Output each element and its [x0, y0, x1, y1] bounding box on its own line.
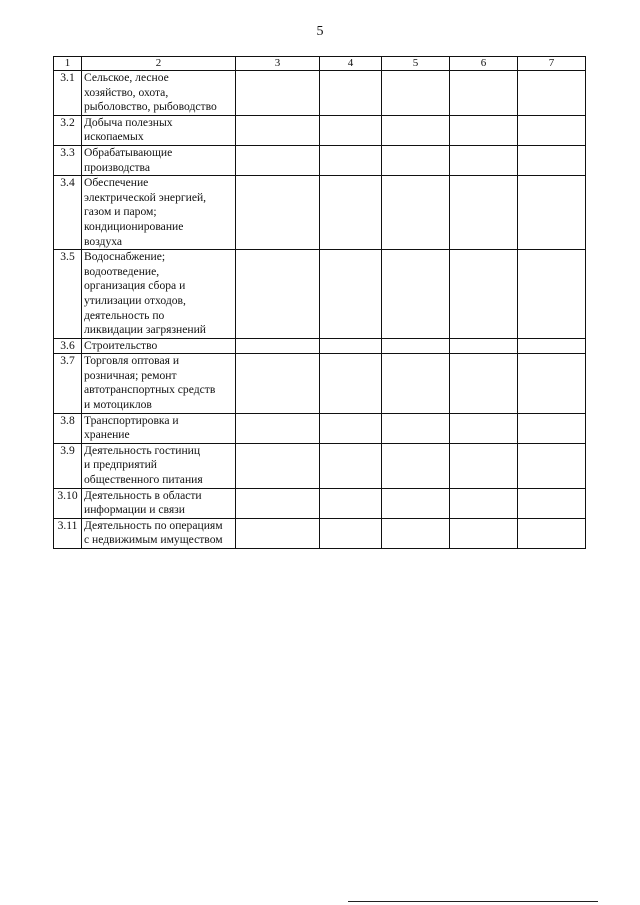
header-col-4: 4 — [320, 57, 382, 71]
table-cell — [518, 176, 586, 250]
table-cell — [382, 71, 450, 116]
table-row — [54, 115, 586, 145]
table-cell — [382, 413, 450, 443]
page-number: 5 — [316, 24, 324, 39]
table-cell — [518, 413, 586, 443]
row-name: Обеспечение электрической энергией, газом и паром; кондиционирование воздуха — [82, 176, 236, 250]
table-cell — [382, 338, 450, 354]
table-cell — [320, 115, 382, 145]
table-row — [54, 413, 586, 443]
footer-rule — [348, 901, 598, 902]
table-row — [54, 145, 586, 175]
table-row — [54, 488, 586, 518]
header-col-5: 5 — [382, 57, 450, 71]
table-cell — [236, 145, 320, 175]
table-cell — [450, 488, 518, 518]
row-code: 3.10 — [54, 488, 82, 518]
table-cell — [382, 115, 450, 145]
row-code: 3.5 — [54, 250, 82, 339]
table-cell — [236, 413, 320, 443]
table-row — [54, 354, 586, 413]
header-col-7: 7 — [518, 57, 586, 71]
row-name: Деятельность гостиниц и предприятий общественного питания — [82, 443, 236, 488]
table-cell — [320, 443, 382, 488]
table-cell — [382, 518, 450, 548]
table-cell — [450, 250, 518, 339]
row-code: 3.8 — [54, 413, 82, 443]
row-code: 3.7 — [54, 354, 82, 413]
row-name: Добыча полезных ископаемых — [82, 115, 236, 145]
row-name: Деятельность в области информации и связи — [82, 488, 236, 518]
row-name: Строительство — [82, 338, 236, 354]
row-name: Водоснабжение; водоотведение, организация сбора и утилизации отходов, деятельность по ликвидации загрязнений — [82, 250, 236, 339]
table-cell — [450, 115, 518, 145]
row-name: Торговля оптовая и розничная; ремонт автотранспортных средств и мотоциклов — [82, 354, 236, 413]
table-cell — [236, 176, 320, 250]
row-code: 3.11 — [54, 518, 82, 548]
table-cell — [518, 488, 586, 518]
table-cell — [320, 250, 382, 339]
table-row — [54, 338, 586, 354]
table-cell — [518, 71, 586, 116]
table-row — [54, 518, 586, 548]
table-cell — [518, 354, 586, 413]
row-name: Транспортировка и хранение — [82, 413, 236, 443]
table-cell — [382, 354, 450, 413]
table-cell — [320, 354, 382, 413]
row-name: Деятельность по операциям с недвижимым имуществом — [82, 518, 236, 548]
table-cell — [320, 488, 382, 518]
table-cell — [518, 518, 586, 548]
header-col-3: 3 — [236, 57, 320, 71]
table-cell — [450, 413, 518, 443]
table-cell — [518, 338, 586, 354]
table-cell — [450, 145, 518, 175]
header-col-1: 1 — [54, 57, 82, 71]
table-row — [54, 71, 586, 116]
table-cell — [320, 518, 382, 548]
table-cell — [382, 145, 450, 175]
table-cell — [320, 338, 382, 354]
table-cell — [450, 518, 518, 548]
header-col-2: 2 — [82, 57, 236, 71]
table-cell — [382, 250, 450, 339]
header-col-6: 6 — [450, 57, 518, 71]
table-cell — [450, 443, 518, 488]
header-row — [54, 57, 586, 71]
table-cell — [236, 71, 320, 116]
table-cell — [236, 488, 320, 518]
table-cell — [320, 145, 382, 175]
row-code: 3.2 — [54, 115, 82, 145]
table-cell — [236, 115, 320, 145]
table-row — [54, 250, 586, 339]
table-cell — [236, 518, 320, 548]
table-cell — [518, 250, 586, 339]
table-cell — [518, 145, 586, 175]
table-cell — [450, 354, 518, 413]
table-cell — [236, 338, 320, 354]
table-row — [54, 443, 586, 488]
row-name: Сельское, лесное хозяйство, охота, рыболовство, рыбоводство — [82, 71, 236, 116]
data-table — [53, 56, 586, 549]
table-cell — [320, 176, 382, 250]
row-code: 3.9 — [54, 443, 82, 488]
table-cell — [450, 176, 518, 250]
table-cell — [518, 443, 586, 488]
table-row — [54, 176, 586, 250]
table-cell — [382, 488, 450, 518]
row-code: 3.3 — [54, 145, 82, 175]
table-cell — [450, 338, 518, 354]
table-cell — [236, 354, 320, 413]
table-cell — [236, 250, 320, 339]
table-cell — [320, 71, 382, 116]
table-cell — [382, 443, 450, 488]
row-code: 3.1 — [54, 71, 82, 116]
row-code: 3.4 — [54, 176, 82, 250]
table-cell — [320, 413, 382, 443]
row-code: 3.6 — [54, 338, 82, 354]
table-cell — [450, 71, 518, 116]
table-cell — [236, 443, 320, 488]
table-cell — [518, 115, 586, 145]
table-cell — [382, 176, 450, 250]
row-name: Обрабатывающие производства — [82, 145, 236, 175]
